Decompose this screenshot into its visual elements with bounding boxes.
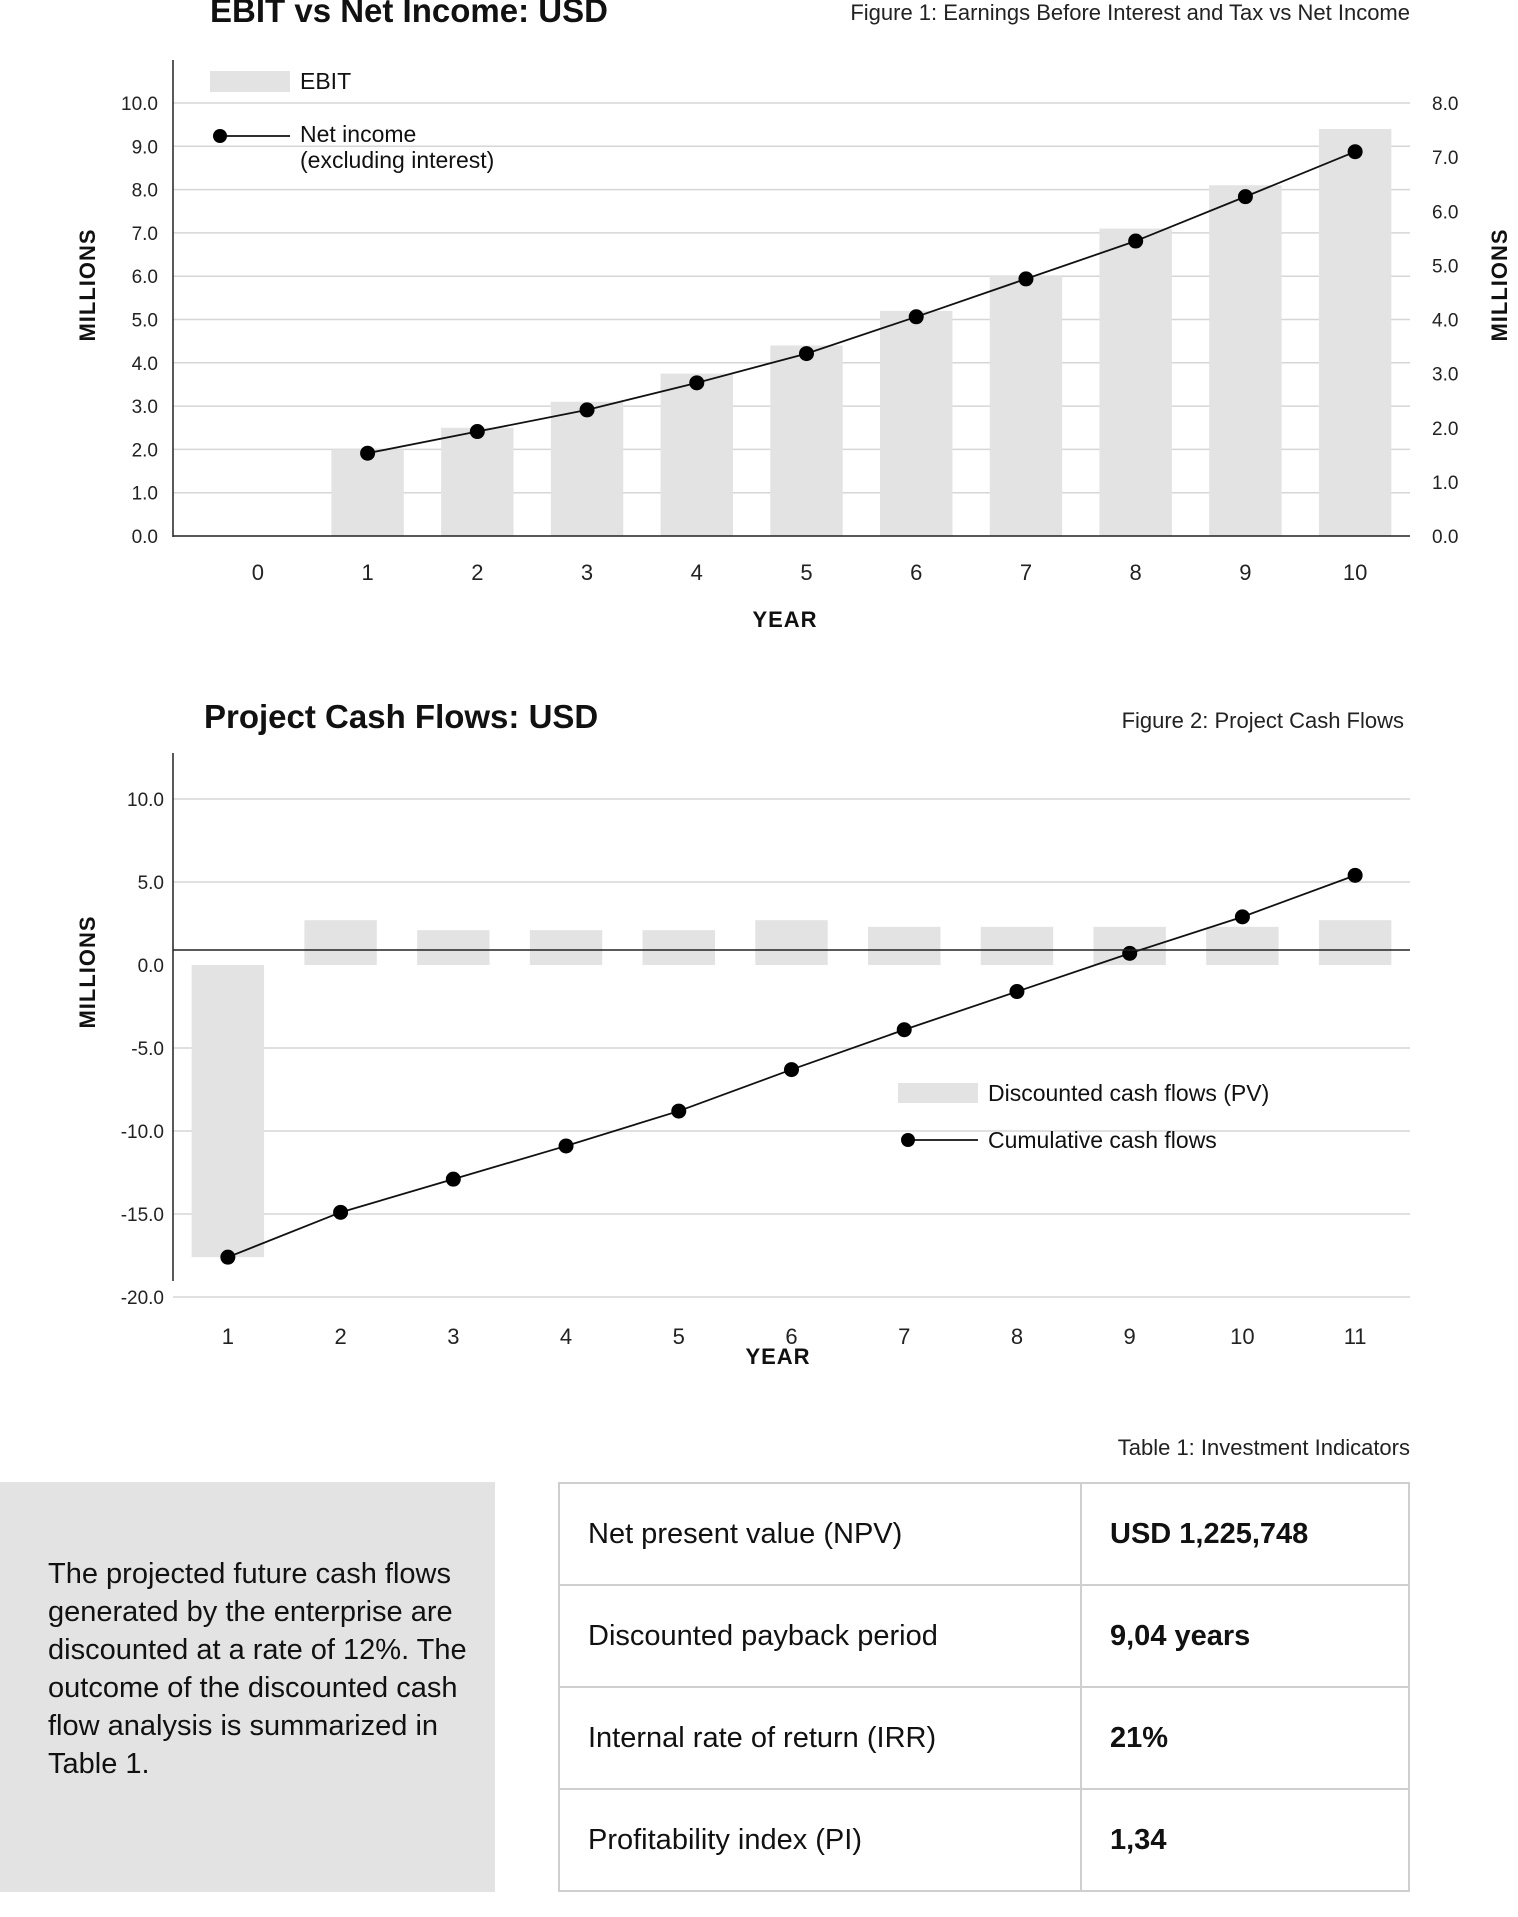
chart2-y-axis-label: MILLIONS — [75, 915, 100, 1029]
legend-ebit-swatch — [210, 71, 290, 92]
x-tick-label: 0 — [251, 560, 264, 585]
legend-net-income-marker — [213, 129, 227, 143]
cumulative-cash-flow-point — [1122, 946, 1137, 961]
discounted-cash-flow-bar — [192, 965, 264, 1257]
indicator-value: 9,04 years — [1081, 1585, 1409, 1687]
y-tick-label-left: 4.0 — [131, 353, 158, 375]
net-income-point — [470, 424, 485, 439]
ebit-bar — [551, 402, 623, 536]
y-tick-label-right: 5.0 — [1432, 256, 1459, 278]
legend-ebit-label: EBIT — [300, 68, 352, 94]
x-tick-label: 1 — [361, 560, 374, 585]
ebit-bar — [1209, 185, 1281, 536]
x-tick-label: 10 — [1342, 560, 1368, 585]
chart1-y-axis-label-left: MILLIONS — [75, 228, 100, 342]
y-tick-label-left: 9.0 — [131, 137, 158, 159]
net-income-point — [360, 446, 375, 461]
x-tick-label: 9 — [1123, 1324, 1136, 1349]
indicator-value: USD 1,225,748 — [1081, 1483, 1409, 1585]
y-tick-label-right: 1.0 — [1432, 472, 1459, 494]
y-tick-label: -10.0 — [120, 1122, 164, 1143]
x-tick-label: 10 — [1230, 1324, 1255, 1349]
cumulative-cash-flow-point — [559, 1138, 574, 1153]
indicator-value: 21% — [1081, 1687, 1409, 1789]
x-tick-label: 9 — [1239, 560, 1252, 585]
discounted-cash-flow-bar — [530, 930, 602, 965]
indicator-label: Internal rate of return (IRR) — [559, 1687, 1081, 1789]
y-tick-label-right: 7.0 — [1432, 148, 1459, 170]
y-tick-label: -20.0 — [120, 1288, 164, 1309]
investment-indicators-table — [558, 1482, 1410, 1892]
cumulative-cash-flow-point — [1235, 909, 1250, 924]
chart1-y-axis-label-right: MILLIONS — [1487, 228, 1512, 342]
y-tick-label-left: 1.0 — [131, 483, 158, 505]
net-income-point — [1018, 271, 1033, 286]
ebit-bar — [880, 311, 952, 536]
y-tick-label-left: 0.0 — [131, 527, 158, 548]
chart2-x-axis-label: YEAR — [745, 1344, 811, 1369]
x-tick-label: 3 — [447, 1324, 460, 1349]
legend-net-income-sublabel: (excluding interest) — [300, 147, 495, 173]
table-caption: Table 1: Investment Indicators — [1117, 1435, 1410, 1460]
project-cash-flows-chart — [75, 698, 1410, 1369]
x-tick-label: 7 — [1019, 560, 1033, 585]
chart1-caption: Figure 1: Earnings Before Interest and Tax vs Net Income — [850, 0, 1410, 25]
discounted-cash-flow-bar — [981, 927, 1053, 965]
cumulative-cash-flow-point — [1348, 868, 1363, 883]
indicator-label: Profitability index (PI) — [559, 1789, 1081, 1891]
y-tick-label-left: 7.0 — [131, 223, 158, 245]
y-tick-label: 10.0 — [127, 790, 164, 811]
chart2-title: Project Cash Flows: USD — [204, 698, 599, 735]
net-income-point — [1128, 234, 1143, 249]
net-income-point — [1238, 189, 1253, 204]
y-tick-label: 0.0 — [137, 956, 164, 977]
y-tick-label-left: 5.0 — [131, 310, 158, 332]
ebit-bar — [661, 374, 733, 536]
table-row — [559, 1483, 1409, 1585]
y-tick-label-left: 10.0 — [121, 94, 158, 115]
cumulative-cash-flow-point — [220, 1250, 235, 1265]
chart2-legend — [898, 1080, 1269, 1153]
y-tick-label-right: 6.0 — [1432, 202, 1459, 224]
legend-pv-swatch — [898, 1083, 978, 1103]
legend-net-income-label: Net income — [300, 121, 417, 147]
y-tick-label: 5.0 — [137, 873, 164, 894]
y-tick-label-left: 6.0 — [131, 267, 158, 289]
y-tick-label-right: 8.0 — [1432, 94, 1459, 115]
summary-note-text: The projected future cash flows generated by the enterprise are discounted at a rate of 12%. The outcome of the discounted cash flow analysis is summarized in Table 1. — [48, 1558, 467, 1780]
x-tick-label: 4 — [559, 1324, 573, 1349]
y-tick-label-right: 0.0 — [1432, 527, 1459, 548]
y-tick-label-left: 2.0 — [131, 440, 158, 462]
cumulative-cash-flow-point — [1009, 984, 1024, 999]
y-tick-label: -5.0 — [131, 1039, 164, 1060]
x-tick-label: 3 — [580, 560, 594, 585]
ebit-bar — [990, 276, 1062, 536]
x-tick-label: 7 — [898, 1324, 911, 1349]
net-income-point — [1348, 144, 1363, 159]
discounted-cash-flow-bar — [1206, 927, 1278, 965]
x-tick-label: 2 — [471, 560, 484, 585]
net-income-point — [689, 375, 704, 390]
indicator-value: 1,34 — [1081, 1789, 1409, 1891]
x-tick-label: 11 — [1343, 1324, 1367, 1349]
chart2-caption: Figure 2: Project Cash Flows — [1121, 708, 1404, 733]
discounted-cash-flow-bar — [1319, 920, 1391, 965]
x-tick-label: 5 — [800, 560, 813, 585]
cumulative-cash-flow-point — [446, 1172, 461, 1187]
legend-cumulative-label: Cumulative cash flows — [988, 1127, 1217, 1153]
x-tick-label: 4 — [690, 560, 703, 585]
legend-pv-label: Discounted cash flows (PV) — [988, 1080, 1270, 1106]
indicator-label: Net present value (NPV) — [559, 1483, 1081, 1585]
discounted-cash-flow-bar — [304, 920, 376, 965]
ebit-bar — [1099, 229, 1171, 536]
x-tick-label: 1 — [221, 1324, 234, 1349]
ebit-bar — [1319, 129, 1391, 536]
x-tick-label: 6 — [910, 560, 923, 585]
y-tick-label-right: 4.0 — [1432, 310, 1459, 332]
x-tick-label: 2 — [334, 1324, 347, 1349]
chart1-title: EBIT vs Net Income: USD — [210, 0, 608, 29]
x-tick-label: 5 — [672, 1324, 685, 1349]
table-row — [559, 1789, 1409, 1891]
table-row — [559, 1585, 1409, 1687]
table-row — [559, 1687, 1409, 1789]
net-income-line — [368, 152, 1356, 453]
net-income-point — [580, 402, 595, 417]
net-income-point — [799, 346, 814, 361]
discounted-cash-flow-bar — [755, 920, 827, 965]
y-tick-label-right: 3.0 — [1432, 364, 1459, 386]
y-tick-label-right: 2.0 — [1432, 418, 1459, 440]
y-tick-label: -15.0 — [120, 1205, 164, 1226]
ebit-bar — [331, 449, 403, 536]
chart1-legend — [210, 68, 494, 173]
x-tick-label: 8 — [1010, 1324, 1024, 1349]
net-income-point — [909, 309, 924, 324]
cumulative-cash-flow-point — [897, 1022, 912, 1037]
x-tick-label: 6 — [785, 1324, 798, 1349]
ebit-bar — [441, 428, 513, 536]
ebit-net-income-chart — [75, 0, 1512, 632]
indicator-label: Discounted payback period — [559, 1585, 1081, 1687]
x-tick-label: 8 — [1129, 560, 1142, 585]
cumulative-cash-flow-point — [671, 1104, 686, 1119]
ebit-bar — [770, 345, 842, 536]
discounted-cash-flow-bar — [643, 930, 715, 965]
summary-note-box — [0, 1482, 495, 1892]
cumulative-cash-flow-point — [784, 1062, 799, 1077]
discounted-cash-flow-bar — [417, 930, 489, 965]
y-tick-label-left: 8.0 — [131, 180, 158, 202]
legend-cumulative-marker — [901, 1133, 915, 1147]
cumulative-cash-flow-point — [333, 1205, 348, 1220]
y-tick-label-left: 3.0 — [131, 397, 158, 419]
chart1-x-axis-label: YEAR — [752, 607, 818, 632]
discounted-cash-flow-bar — [868, 927, 940, 965]
